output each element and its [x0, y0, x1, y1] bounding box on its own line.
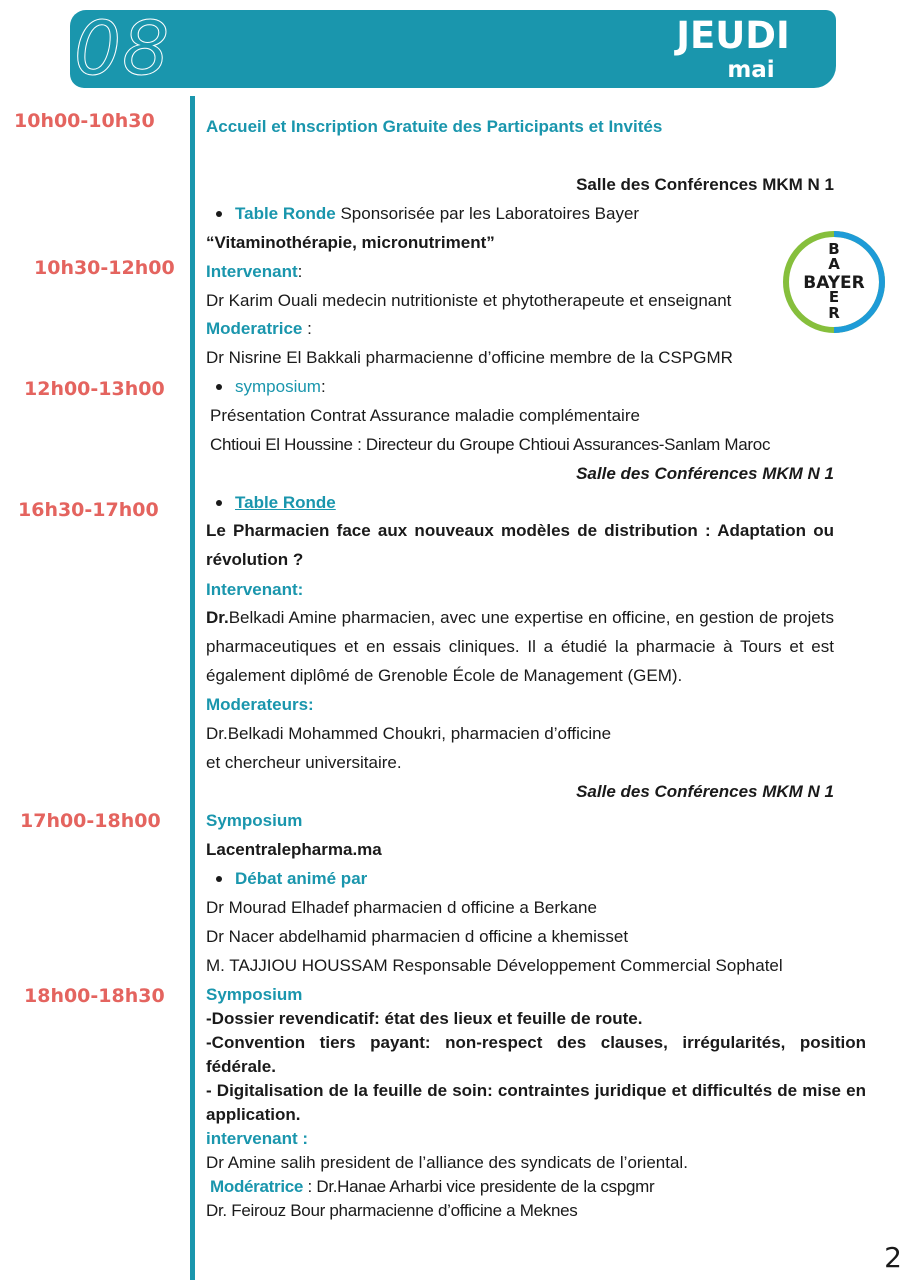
moderator-text: : Dr.Hanae Arharbi vice presidente de la cspgmr [303, 1177, 655, 1196]
speaker-bio [206, 603, 834, 690]
moderator-label: Modératrice [210, 1177, 304, 1196]
session-type-line [235, 376, 326, 398]
speaker-prefix: Dr. [206, 608, 229, 627]
session-type-line [235, 203, 639, 225]
topic-item: - Digitalisation de la feuille de soin: contraintes juridique et difficultés de mise en application. [206, 1081, 866, 1124]
session-title: Accueil et Inscription Gratuite des Participants et Invités [206, 117, 663, 136]
session-time: 17h00-18h00 [20, 810, 161, 832]
participant: Dr Nacer abdelhamid pharmacien d officine a khemisset [206, 927, 629, 946]
colon: : [297, 262, 303, 281]
bayer-logo [782, 230, 886, 334]
bullet [216, 876, 222, 882]
bullet [216, 500, 222, 506]
bullet [216, 384, 222, 390]
moderator-name: Dr. Feirouz Bour pharmacienne d’officine a Meknes [206, 1201, 578, 1220]
room-label: Salle des Conférences MKM N 1 [576, 782, 834, 801]
bullet [216, 211, 222, 217]
svg-text:E: E [828, 288, 840, 306]
moderator-line [210, 1176, 654, 1198]
session-time: 10h00-10h30 [14, 110, 155, 132]
session-type: Table Ronde [235, 204, 336, 223]
participant: M. TAJJIOU HOUSSAM Responsable Développement Commercial Sophatel [206, 956, 783, 975]
moderator-name: Dr.Belkadi Mohammed Choukri, pharmacien d’officine [206, 724, 612, 743]
participant: Dr Mourad Elhadef pharmacien d officine a Berkane [206, 898, 597, 917]
speaker-label: intervenant : [206, 1129, 309, 1148]
debate-label: Débat animé par [235, 869, 368, 888]
session-theme: “Vitaminothérapie, micronutriment” [206, 233, 495, 252]
session-type-link[interactable]: Table Ronde [235, 493, 336, 512]
svg-text:A: A [828, 255, 840, 273]
speaker-label: Intervenant: [206, 580, 304, 599]
speaker-bio-text: Belkadi Amine pharmacien, avec une expertise en officine, en gestion de projets pharmaceutiques et en essais cliniques. Il a étudié la pharmacie à Tours et est également diplômé de Grenoble École de Management (GEM). [206, 608, 834, 685]
topic-item: -Dossier revendicatif: état des lieux et feuille de route. [206, 1009, 643, 1028]
session-type: symposium [235, 377, 321, 396]
month: mai [727, 57, 775, 83]
speaker-label: Intervenant [206, 262, 298, 281]
sponsor-text: Sponsorisée par les Laboratoires Bayer [335, 204, 640, 223]
svg-text:B: B [828, 240, 840, 258]
svg-text:BAYER: BAYER [803, 273, 865, 293]
session-time: 10h30-12h00 [34, 257, 175, 279]
session-type: Symposium [206, 985, 303, 1004]
moderator-label: Moderateurs: [206, 695, 314, 714]
colon: : [320, 377, 326, 396]
session-title: Le Pharmacien face aux nouveaux modèles de distribution : Adaptation ou révolution ? [206, 521, 834, 569]
colon: : [302, 319, 312, 338]
moderator-name: Dr Nisrine El Bakkali pharmacienne d’officine membre de la CSPGMR [206, 348, 733, 367]
day-number: 08 [74, 6, 171, 92]
session-topic: Présentation Contrat Assurance maladie complémentaire [210, 406, 640, 425]
speaker-label-line [206, 261, 302, 283]
svg-text:R: R [828, 304, 840, 322]
session-time: 16h30-17h00 [18, 499, 159, 521]
speaker-name: Chtioui El Houssine : Directeur du Groupe Chtioui Assurances-Sanlam Maroc [210, 435, 771, 454]
topic-item: -Convention tiers payant: non-respect des clauses, irrégularités, position fédérale. [206, 1033, 866, 1076]
moderator-label: Moderatrice [206, 319, 303, 338]
moderator-name-cont: et chercheur universitaire. [206, 753, 402, 772]
sponsor-name: Lacentralepharma.ma [206, 840, 382, 859]
session-type: Symposium [206, 811, 303, 830]
page-number: 2 [884, 1241, 902, 1274]
room-label: Salle des Conférences MKM N 1 [576, 175, 834, 194]
room-label: Salle des Conférences MKM N 1 [576, 464, 834, 483]
speaker-name: Dr Amine salih president de l’alliance des syndicats de l’oriental. [206, 1153, 688, 1172]
day-name: JEUDI [676, 14, 790, 57]
session-time: 12h00-13h00 [24, 378, 165, 400]
speaker-name: Dr Karim Ouali medecin nutritioniste et phytotherapeute et enseignant [206, 291, 732, 310]
timeline-rule [190, 96, 195, 1280]
session-time: 18h00-18h30 [24, 985, 165, 1007]
moderator-label-line [206, 318, 312, 340]
